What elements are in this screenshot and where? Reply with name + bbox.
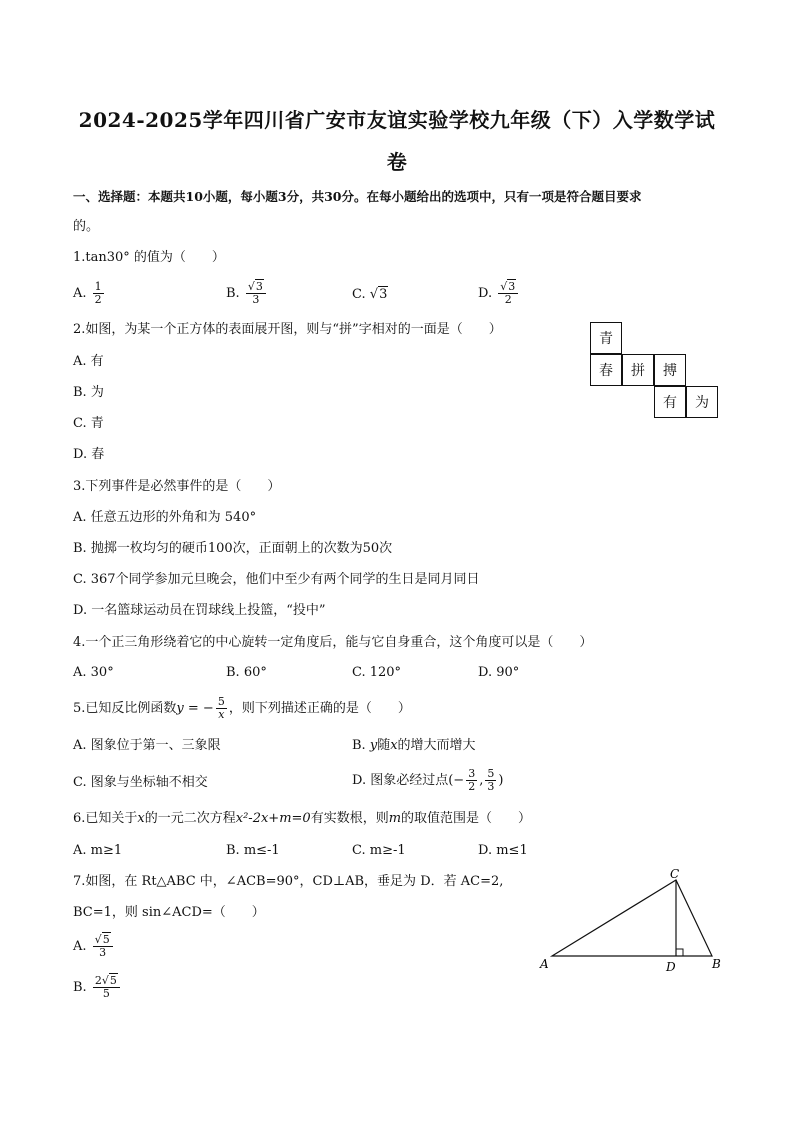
- fraction-numerator: √3: [498, 281, 518, 294]
- q2-stem: 2.如图，为某一个正方体的表面展开图，则与“拼”字相对的一面是（ ）: [73, 322, 502, 337]
- q1-option-a-fraction: [93, 281, 104, 306]
- q6-stem: [73, 810, 531, 828]
- q2-option-d[interactable]: D. 春: [73, 447, 105, 462]
- var-x: x: [137, 811, 145, 826]
- vertex-label-b: B: [712, 957, 721, 971]
- net-cell-mid-2: 拼: [622, 354, 654, 386]
- q7-stem-line2: BC=1，则 sin∠ACD=（ ）: [73, 905, 265, 920]
- q6-option-d[interactable]: D. m≤1: [478, 843, 528, 858]
- q1-option-b-label: B.: [226, 286, 240, 301]
- q2-option-a[interactable]: A. 有: [73, 354, 104, 369]
- q5-option-d-text: D. 图象必经过点(−: [352, 773, 465, 788]
- fraction-numerator: 1: [94, 280, 102, 293]
- triangle-abc: [552, 880, 712, 956]
- q3-stem: 3.下列事件是必然事件的是（ ）: [73, 479, 281, 494]
- cube-net-figure: [590, 322, 720, 420]
- fraction-denominator: 2: [468, 780, 476, 793]
- q1-option-c[interactable]: [352, 286, 388, 304]
- q1-option-a-label: A.: [73, 286, 87, 301]
- q5-option-a[interactable]: A. 图象位于第一、三象限: [73, 738, 221, 753]
- q5-option-b[interactable]: [352, 737, 476, 755]
- q6-stem-suffix: 的取值范围是（ ）: [401, 811, 532, 826]
- q6-option-b[interactable]: B. m≤-1: [226, 843, 280, 858]
- coefficient: 2: [94, 974, 102, 987]
- radicand: 3: [379, 287, 388, 302]
- net-cell-mid-1: 春: [590, 354, 622, 386]
- radicand: 5: [102, 933, 110, 946]
- q1-option-d[interactable]: [478, 281, 520, 306]
- q4-option-d[interactable]: D. 90°: [478, 665, 520, 680]
- fraction-numerator: 5: [487, 767, 495, 780]
- q2-option-b[interactable]: B. 为: [73, 385, 104, 400]
- var-x: x: [390, 738, 398, 753]
- fraction-denominator: x: [218, 708, 225, 721]
- q5-option-d[interactable]: [352, 768, 503, 793]
- q4-option-b[interactable]: B. 60°: [226, 665, 267, 680]
- fraction-denominator: 3: [99, 946, 107, 959]
- section-instructions-line1: 一、选择题：本题共10小题，每小题3分，共30分。在每小题给出的选项中，只有一项是符合题目要求: [73, 189, 642, 204]
- radicand: 5: [109, 974, 117, 987]
- net-cell-bottom-1: 有: [654, 386, 686, 418]
- q1-option-a[interactable]: [73, 281, 106, 306]
- net-cell-bottom-2: 为: [686, 386, 718, 418]
- q6-equation: x²-2x+m=0: [235, 811, 311, 826]
- q1-option-c-label: C.: [352, 287, 366, 302]
- vertex-label-c: C: [670, 868, 680, 881]
- fraction-numerator: 2√5: [93, 975, 120, 988]
- fraction-denominator: 3: [252, 293, 260, 306]
- q6-stem-mid2: 有实数根，则: [310, 811, 389, 826]
- q4-option-c[interactable]: C. 120°: [352, 665, 402, 680]
- fraction-numerator: √5: [93, 934, 113, 947]
- q2-option-c[interactable]: C. 青: [73, 416, 104, 431]
- q3-option-d[interactable]: D. 一名篮球运动员在罚球线上投篮，“投中”: [73, 603, 326, 618]
- radicand: 3: [255, 280, 263, 293]
- q1-stem: 1.tan30° 的值为（ ）: [73, 250, 225, 265]
- q4-option-a[interactable]: A. 30°: [73, 665, 114, 680]
- q7-option-b-fraction: [93, 975, 120, 1000]
- vertex-label-d: D: [666, 960, 676, 974]
- q7-option-a[interactable]: [73, 934, 115, 959]
- fraction-denominator: 2: [94, 293, 102, 306]
- q5-stem: [73, 696, 411, 721]
- q7-stem-line1: 7.如图，在 Rt△ABC 中，∠ACB=90°，CD⊥AB，垂足为 D．若 AC=2,: [73, 874, 504, 889]
- exam-title-line1: 2024-2025学年四川省广安市友谊实验学校九年级（下）入学数学试: [78, 108, 716, 132]
- q7-option-a-label: A.: [73, 939, 87, 954]
- exam-title-line2: 卷: [386, 150, 408, 174]
- q1-option-d-fraction: [498, 281, 518, 306]
- q6-stem-mid: 的一元二次方程: [144, 811, 236, 826]
- q3-option-c[interactable]: C. 367个同学参加元旦晚会，他们中至少有两个同学的生日是同月同日: [73, 572, 480, 587]
- q3-option-b[interactable]: B. 抛掷一枚均匀的硬币100次，正面朝上的次数为50次: [73, 541, 393, 556]
- q5-function-fraction: [216, 696, 227, 721]
- q5-option-d-close: ): [498, 773, 504, 788]
- q5-option-b-text: 随: [377, 738, 391, 753]
- q5-option-d-fraction-2: [485, 768, 496, 793]
- q1-option-c-radical: √3: [369, 287, 388, 302]
- fraction-numerator: 5: [217, 695, 225, 708]
- q5-stem-suffix: ，则下列描述正确的是（ ）: [228, 701, 411, 716]
- fraction-denominator: 5: [102, 987, 110, 1000]
- var-m: m: [388, 811, 402, 826]
- q5-option-d-separator: ,: [479, 773, 484, 788]
- q5-stem-prefix: 5.已知反比例函数: [73, 701, 177, 716]
- radicand: 3: [508, 280, 516, 293]
- fraction-numerator: √3: [246, 281, 266, 294]
- vertex-label-a: A: [540, 957, 549, 971]
- var-y: y: [369, 738, 378, 753]
- q7-option-b-label: B.: [73, 980, 87, 995]
- right-triangle-figure: [536, 868, 736, 978]
- q1-option-b-fraction: [246, 281, 266, 306]
- fraction-denominator: 2: [504, 293, 512, 306]
- q5-option-b-label: B.: [352, 738, 366, 753]
- q3-option-a[interactable]: A. 任意五边形的外角和为 540°: [73, 510, 257, 525]
- q5-option-d-fraction-1: [466, 768, 477, 793]
- net-cell-mid-3: 搏: [654, 354, 686, 386]
- right-angle-mark: [676, 949, 683, 956]
- section-instructions-line2: 的。: [73, 219, 100, 234]
- q1-option-d-label: D.: [478, 286, 493, 301]
- q5-option-c[interactable]: C. 图象与坐标轴不相交: [73, 775, 208, 790]
- q7-option-a-fraction: [93, 934, 113, 959]
- fraction-denominator: 3: [487, 780, 495, 793]
- q1-option-b[interactable]: [226, 281, 268, 306]
- net-cell-top: 青: [590, 322, 622, 354]
- q5-option-b-text-end: 的增大而增大: [397, 738, 476, 753]
- q7-option-b[interactable]: [73, 975, 122, 1000]
- q5-function-lhs: y = −: [176, 701, 214, 716]
- fraction-numerator: 3: [468, 767, 476, 780]
- q6-option-c[interactable]: C. m≥-1: [352, 843, 406, 858]
- q4-stem: 4.一个正三角形绕着它的中心旋转一定角度后，能与它自身重合，这个角度可以是（ ）: [73, 635, 593, 650]
- q6-stem-prefix: 6.已知关于: [73, 811, 138, 826]
- q6-option-a[interactable]: A. m≥1: [73, 843, 123, 858]
